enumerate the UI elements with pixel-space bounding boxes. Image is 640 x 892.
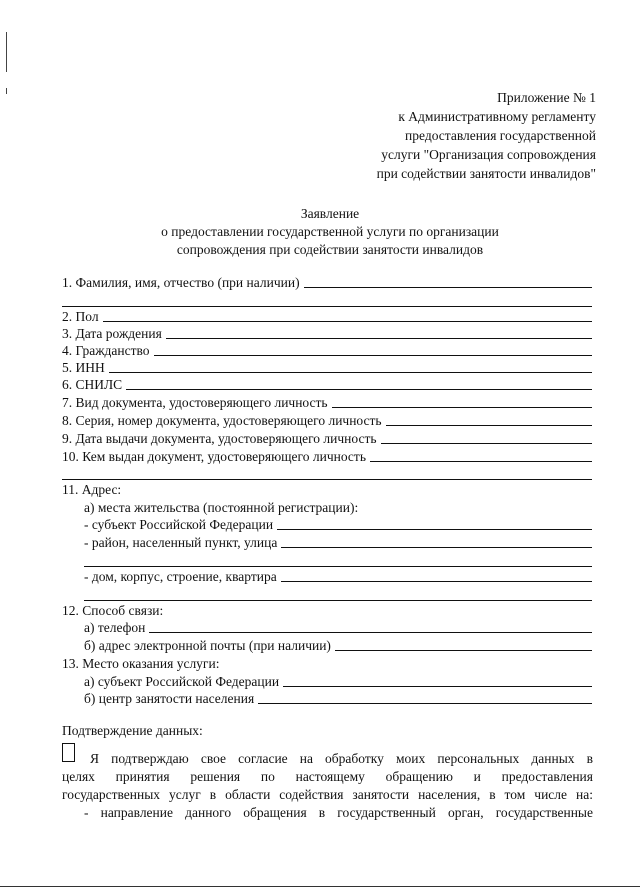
confirmation-heading: Подтверждение данных:	[62, 723, 203, 738]
field-id-document-type	[62, 394, 592, 411]
fill-line[interactable]	[332, 395, 592, 408]
page-bottom-edge	[0, 886, 640, 887]
field-service-region	[84, 673, 592, 690]
fill-line[interactable]	[109, 360, 592, 373]
fill-line[interactable]	[283, 674, 592, 687]
fill-line[interactable]	[62, 306, 592, 307]
scan-margin-mark	[6, 32, 7, 72]
fill-line[interactable]	[154, 343, 592, 356]
fill-line[interactable]	[277, 517, 592, 530]
field-label: б) адрес электронной почты (при наличии)	[84, 638, 331, 653]
field-label: 4. Гражданство	[62, 343, 150, 358]
field-label: 1. Фамилия, имя, отчество (при наличии)	[62, 275, 300, 290]
appendix-line: услуги "Организация сопровождения	[381, 147, 596, 162]
field-id-issue-date	[62, 430, 592, 447]
field-label: 8. Серия, номер документа, удостоверяющего личность	[62, 413, 382, 428]
address-residence-label: а) места жительства (постоянной регистрации):	[84, 500, 359, 515]
field-label: - дом, корпус, строение, квартира	[84, 569, 277, 584]
consent-line: - направление данного обращения в государственный орган, государственные	[84, 805, 593, 820]
fill-line[interactable]	[370, 449, 592, 462]
fill-line[interactable]	[62, 479, 592, 480]
field-label: 10. Кем выдан документ, удостоверяющего личность	[62, 449, 366, 464]
title-line: о предоставлении государственной услуги по организации	[161, 224, 499, 239]
field-birth-date	[62, 325, 592, 342]
field-id-series-number	[62, 412, 592, 429]
service-place-heading: 13. Место оказания услуги:	[62, 656, 220, 671]
field-gender	[62, 308, 592, 325]
appendix-header	[266, 88, 596, 183]
fill-line[interactable]	[126, 377, 592, 390]
title-heading: Заявление	[300, 206, 360, 221]
contact-heading: 12. Способ связи:	[62, 603, 164, 618]
field-label: - район, населенный пункт, улица	[84, 535, 278, 550]
field-address-district	[84, 534, 592, 551]
field-inn	[62, 359, 592, 376]
consent-line: целях принятия решения по настоящему обращению и предоставления	[62, 769, 593, 784]
scan-margin-mark	[6, 88, 7, 94]
fill-line[interactable]	[304, 275, 592, 288]
appendix-line: при содействии занятости инвалидов"	[376, 166, 596, 181]
fill-line[interactable]	[84, 566, 592, 567]
field-phone	[84, 619, 592, 636]
field-label: - субъект Российской Федерации	[84, 517, 274, 532]
field-citizenship	[62, 342, 592, 359]
fill-line[interactable]	[149, 620, 592, 633]
fill-line[interactable]	[335, 638, 592, 651]
field-address-house	[84, 568, 592, 585]
field-label: б) центр занятости населения	[84, 691, 255, 706]
fill-line[interactable]	[386, 413, 592, 426]
field-email	[84, 637, 592, 654]
field-address-region	[84, 516, 592, 533]
fill-line[interactable]	[258, 691, 592, 704]
consent-line: государственных услуг в области содействия занятости населения, в том числе на:	[62, 787, 593, 802]
consent-line: Я подтверждаю свое согласие на обработку моих персональных данных в	[90, 751, 593, 766]
consent-paragraph	[62, 750, 593, 822]
appendix-line: Приложение № 1	[497, 90, 596, 105]
fill-line[interactable]	[84, 600, 592, 601]
field-label: 6. СНИЛС	[62, 377, 123, 392]
field-label: 5. ИНН	[62, 360, 105, 375]
field-id-issued-by	[62, 448, 592, 465]
field-label: 2. Пол	[62, 309, 99, 324]
appendix-line: к Административному регламенту	[398, 109, 596, 124]
field-label: 9. Дата выдачи документа, удостоверяющего личность	[62, 431, 377, 446]
field-full-name	[62, 274, 592, 291]
document-title	[60, 205, 600, 259]
fill-line[interactable]	[103, 309, 592, 322]
title-line: сопровождения при содействии занятости инвалидов	[176, 242, 484, 257]
fill-line[interactable]	[281, 535, 592, 548]
field-label: а) телефон	[84, 620, 146, 635]
field-label: 7. Вид документа, удостоверяющего личность	[62, 395, 328, 410]
fill-line[interactable]	[166, 326, 592, 339]
field-label: 3. Дата рождения	[62, 326, 162, 341]
fill-line[interactable]	[381, 431, 592, 444]
field-snils	[62, 376, 592, 393]
address-heading: 11. Адрес:	[62, 482, 122, 497]
field-label: а) субъект Российской Федерации	[84, 674, 280, 689]
fill-line[interactable]	[281, 569, 592, 582]
appendix-line: предоставления государственной	[405, 128, 596, 143]
field-employment-center	[84, 690, 592, 707]
